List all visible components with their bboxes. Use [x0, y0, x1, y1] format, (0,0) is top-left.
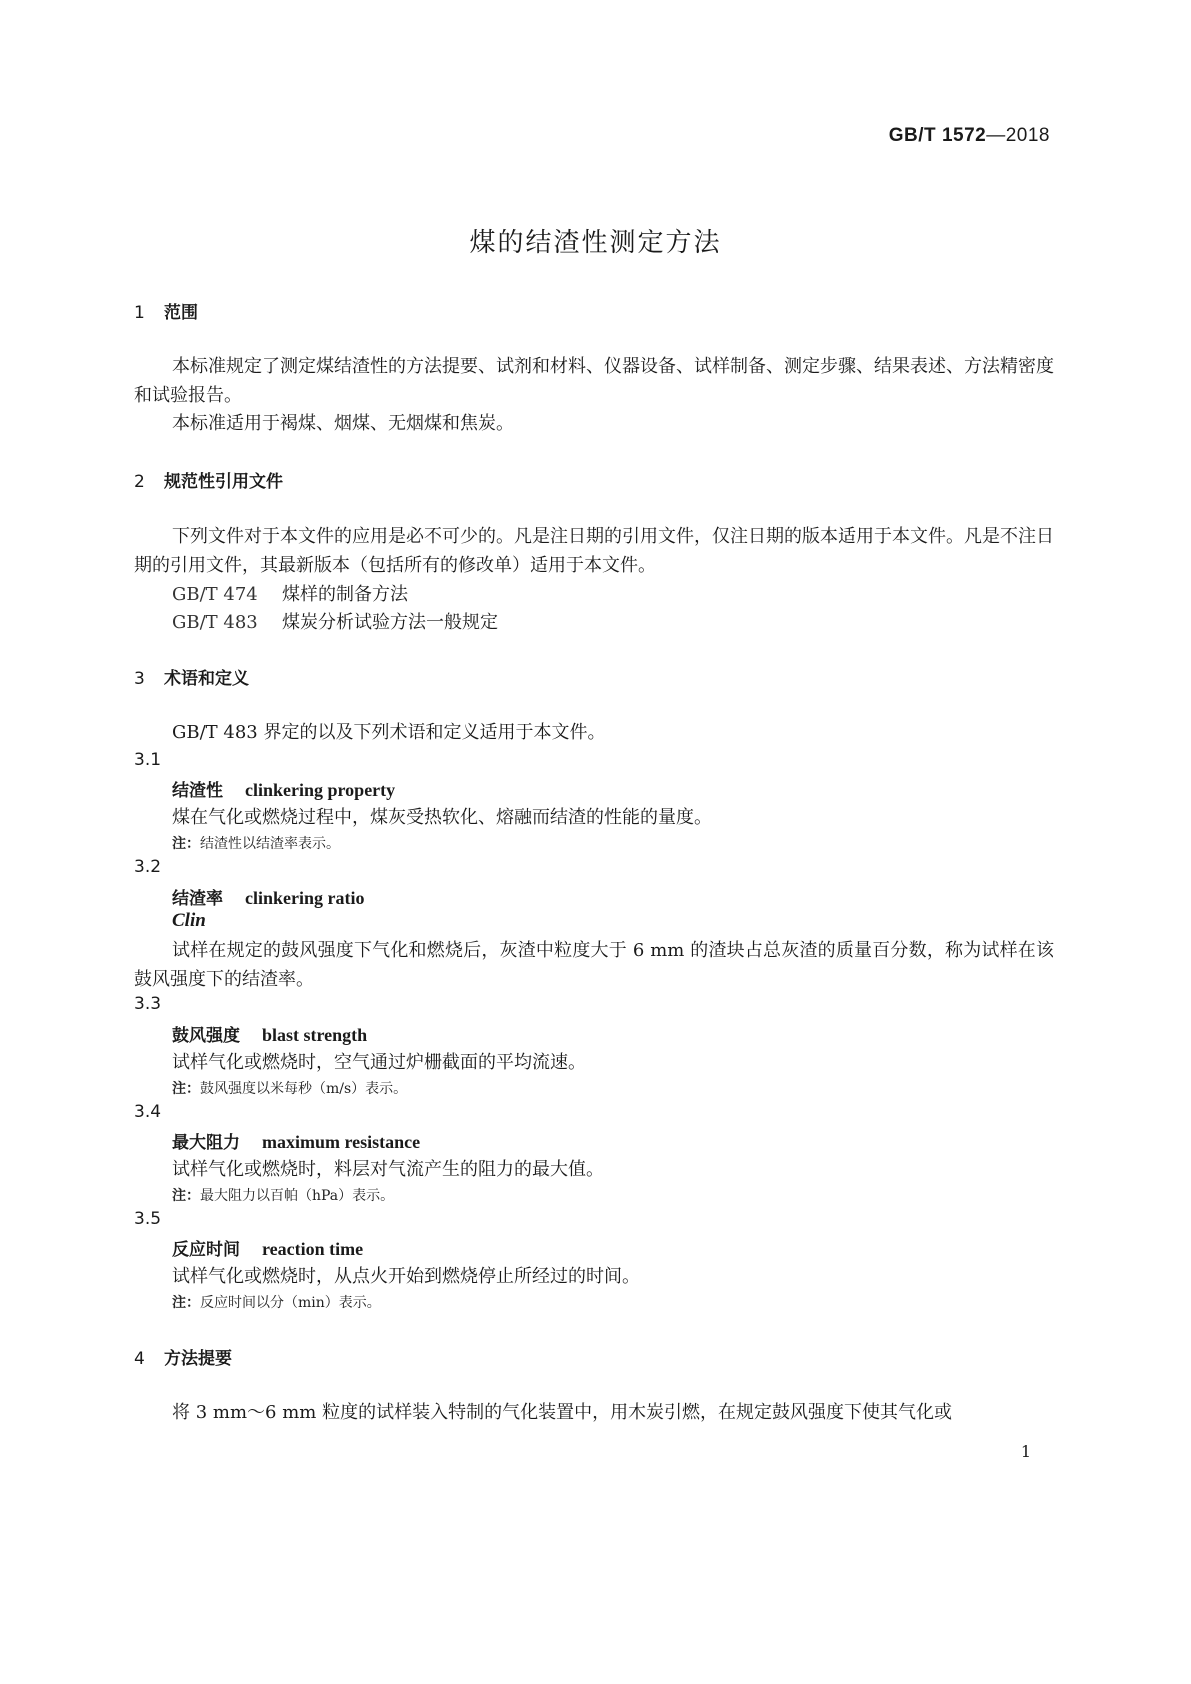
term-note [172, 1185, 394, 1205]
section-number: 2 [134, 472, 145, 492]
term-chinese: 鼓风强度 [172, 1026, 240, 1046]
term-chinese: 最大阻力 [172, 1133, 240, 1153]
reference-title: 煤样的制备方法 [282, 584, 408, 605]
document-title: 煤的结渣性测定方法 [469, 228, 722, 258]
note-text: 结渣性以结渣率表示。 [200, 836, 340, 852]
term-chinese: 结渣性 [172, 781, 223, 801]
term-heading [172, 1128, 420, 1153]
section-3-paragraph-1: GB/T 483 界定的以及下列术语和定义适用于本文件。 [172, 722, 606, 743]
term-note [172, 833, 340, 853]
section-2-heading [134, 467, 283, 492]
term-english: clinkering ratio [245, 888, 365, 908]
term-english: clinkering property [245, 780, 396, 800]
section-number: 4 [134, 1349, 145, 1369]
term-chinese: 结渣率 [172, 889, 223, 909]
section-1-paragraph-1: 本标准规定了测定煤结渣性的方法提要、试剂和材料、仪器设备、试样制备、测定步骤、结果表述、方法精密度和试验报告。 [134, 356, 1054, 406]
standard-code [889, 125, 1050, 147]
term-definition: 试样气化或燃烧时，料层对气流产生的阻力的最大值。 [172, 1159, 604, 1180]
reference-code: GB/T 474 [172, 584, 258, 605]
note-text: 反应时间以分（min）表示。 [200, 1295, 381, 1311]
section-number: 1 [134, 303, 145, 323]
term-heading [172, 1021, 367, 1046]
term-number: 3.3 [134, 994, 162, 1014]
normative-reference [172, 608, 498, 634]
section-title: 方法提要 [164, 1349, 232, 1369]
section-title: 规范性引用文件 [164, 472, 283, 492]
section-1-heading [134, 298, 198, 323]
term-english: reaction time [262, 1239, 364, 1259]
term-heading [172, 884, 365, 909]
page-number: 1 [1020, 1442, 1031, 1461]
reference-title: 煤炭分析试验方法一般规定 [282, 612, 498, 633]
section-number: 3 [134, 669, 145, 689]
term-definition: 试样气化或燃烧时，从点火开始到燃烧停止所经过的时间。 [172, 1266, 640, 1287]
section-3-heading [134, 664, 249, 689]
term-number: 3.1 [134, 750, 162, 770]
section-1-paragraph-2: 本标准适用于褐煤、烟煤、无烟煤和焦炭。 [172, 413, 514, 434]
term-note [172, 1292, 381, 1312]
term-english: blast strength [262, 1025, 368, 1045]
term-symbol: Clin [172, 910, 206, 931]
term-note [172, 1078, 407, 1098]
normative-reference [172, 580, 408, 606]
term-number: 3.5 [134, 1209, 162, 1229]
note-label: 注： [172, 836, 200, 852]
term-heading [172, 1235, 363, 1260]
section-4-paragraph-1: 将 3 mm～6 mm 粒度的试样装入特制的气化装置中，用木炭引燃，在规定鼓风强度下使其气化或 [172, 1402, 953, 1423]
section-2-paragraph-1: 下列文件对于本文件的应用是必不可少的。凡是注日期的引用文件，仅注日期的版本适用于本文件。凡是不注日期的引用文件，其最新版本（包括所有的修改单）适用于本文件。 [134, 526, 1054, 576]
note-text: 鼓风强度以米每秒（m/s）表示。 [200, 1081, 408, 1097]
section-title: 术语和定义 [164, 669, 249, 689]
term-heading [172, 776, 395, 801]
term-definition: 试样在规定的鼓风强度下气化和燃烧后，灰渣中粒度大于 6 mm 的渣块占总灰渣的质量百分数，称为试样在该鼓风强度下的结渣率。 [134, 940, 1054, 990]
note-label: 注： [172, 1188, 200, 1204]
term-definition: 煤在气化或燃烧过程中，煤灰受热软化、熔融而结渣的性能的量度。 [172, 807, 712, 828]
term-english: maximum resistance [262, 1132, 421, 1152]
reference-code: GB/T 483 [172, 612, 258, 633]
term-number: 3.4 [134, 1102, 162, 1122]
section-title: 范围 [164, 303, 198, 323]
note-text: 最大阻力以百帕（hPa）表示。 [200, 1188, 395, 1204]
term-number: 3.2 [134, 857, 162, 877]
term-chinese: 反应时间 [172, 1240, 240, 1260]
section-4-heading [134, 1344, 232, 1369]
standard-year: —2018 [986, 125, 1050, 146]
standard-number: GB/T 1572 [888, 125, 987, 146]
note-label: 注： [172, 1295, 200, 1311]
term-definition: 试样气化或燃烧时，空气通过炉栅截面的平均流速。 [172, 1052, 586, 1073]
note-label: 注： [172, 1081, 200, 1097]
